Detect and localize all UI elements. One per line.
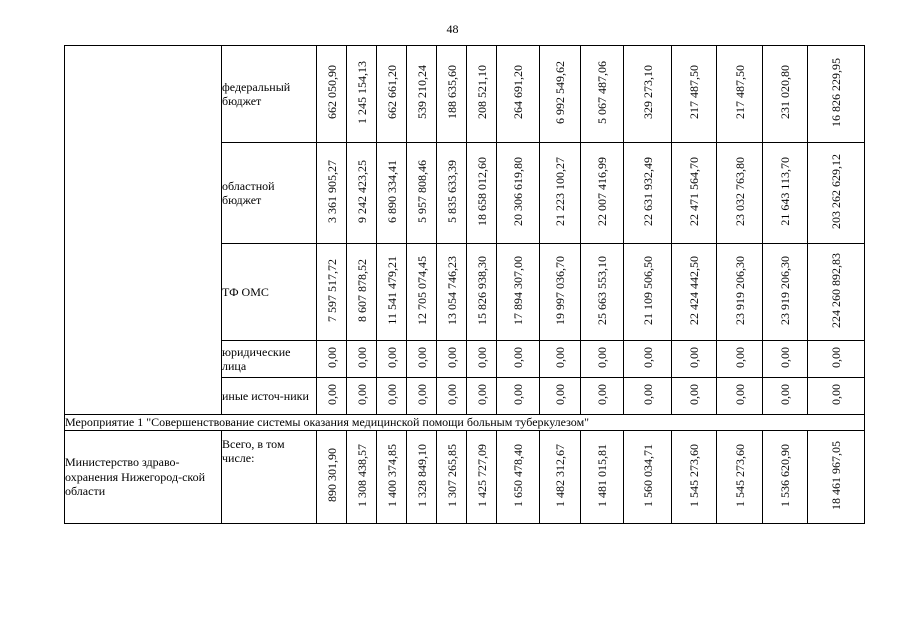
value-cell xyxy=(377,378,407,415)
value-cell xyxy=(497,46,540,143)
amount: 0,00 xyxy=(553,383,567,405)
amount: 5 067 487,06 xyxy=(595,60,609,124)
value-cell xyxy=(377,244,407,341)
value-cell xyxy=(672,46,717,143)
amount: 0,00 xyxy=(384,346,399,368)
amount: 0,00 xyxy=(444,383,459,405)
source-label: иные источ-ники xyxy=(222,378,317,415)
value-cell xyxy=(540,378,581,415)
amount: 0,00 xyxy=(687,383,701,405)
source-label: федеральный бюджет xyxy=(222,46,317,143)
amount: 0,00 xyxy=(354,383,369,405)
value-cell xyxy=(437,244,467,341)
value-cell xyxy=(497,143,540,244)
amount: 329 273,10 xyxy=(640,65,655,120)
value-cell xyxy=(624,431,672,524)
value-cell xyxy=(672,341,717,378)
amount: 1 545 273,60 xyxy=(732,443,747,507)
value-cell xyxy=(624,378,672,415)
value-cell xyxy=(347,341,377,378)
amount: 7 597 517,72 xyxy=(324,258,339,322)
value-cell xyxy=(540,244,581,341)
amount: 21 223 100,27 xyxy=(553,156,567,226)
value-cell xyxy=(624,244,672,341)
value-cell xyxy=(437,341,467,378)
amount: 0,00 xyxy=(414,383,429,405)
amount: 0,00 xyxy=(474,383,489,405)
empty-organization-cell xyxy=(65,46,222,415)
value-cell xyxy=(763,46,808,143)
total-amount: 203 262 629,12 xyxy=(829,153,843,229)
amount: 23 032 763,80 xyxy=(732,156,747,226)
amount: 15 826 938,30 xyxy=(474,255,489,325)
value-cell xyxy=(497,431,540,524)
total-cell xyxy=(808,244,865,341)
amount: 22 007 416,99 xyxy=(595,156,609,226)
amount: 890 301,90 xyxy=(324,448,339,503)
amount: 1 481 015,81 xyxy=(595,443,609,507)
amount: 208 521,10 xyxy=(474,65,489,120)
value-cell xyxy=(763,378,808,415)
value-cell xyxy=(407,46,437,143)
value-cell xyxy=(717,431,763,524)
amount: 1 400 374,85 xyxy=(384,443,399,507)
amount: 5 957 808,46 xyxy=(414,159,429,223)
value-cell xyxy=(407,143,437,244)
value-cell xyxy=(317,431,347,524)
value-cell xyxy=(347,46,377,143)
value-cell xyxy=(467,143,497,244)
source-label: ТФ ОМС xyxy=(222,244,317,341)
value-cell xyxy=(581,341,624,378)
value-cell xyxy=(624,341,672,378)
value-cell xyxy=(717,378,763,415)
value-cell xyxy=(540,143,581,244)
amount: 1 545 273,60 xyxy=(687,443,701,507)
total-label: Всего, в том числе: xyxy=(222,431,317,524)
amount: 1 482 312,67 xyxy=(553,443,567,507)
amount: 217 487,50 xyxy=(687,65,701,120)
amount: 20 306 619,80 xyxy=(511,156,525,226)
total-cell xyxy=(808,378,865,415)
amount: 0,00 xyxy=(732,346,747,368)
amount: 0,00 xyxy=(732,383,747,405)
amount: 0,00 xyxy=(354,346,369,368)
value-cell xyxy=(437,378,467,415)
amount: 0,00 xyxy=(474,346,489,368)
amount: 0,00 xyxy=(414,346,429,368)
amount: 22 471 564,70 xyxy=(687,156,701,226)
value-cell xyxy=(624,46,672,143)
amount: 1 307 265,85 xyxy=(444,443,459,507)
amount: 1 560 034,71 xyxy=(640,443,655,507)
amount: 22 631 932,49 xyxy=(640,156,655,226)
amount: 23 919 206,30 xyxy=(778,255,792,325)
value-cell xyxy=(347,143,377,244)
row-federal-budget xyxy=(65,46,865,143)
value-cell xyxy=(317,378,347,415)
amount: 6 890 334,41 xyxy=(384,159,399,223)
value-cell xyxy=(763,143,808,244)
amount: 22 424 442,50 xyxy=(687,255,701,325)
value-cell xyxy=(467,431,497,524)
amount: 188 635,60 xyxy=(444,65,459,120)
value-cell xyxy=(540,431,581,524)
amount: 13 054 746,23 xyxy=(444,255,459,325)
value-cell xyxy=(581,143,624,244)
total-amount: 18 461 967,05 xyxy=(829,440,843,510)
amount: 9 242 423,25 xyxy=(354,159,369,223)
amount: 264 691,20 xyxy=(511,65,525,120)
value-cell xyxy=(377,143,407,244)
amount: 0,00 xyxy=(553,346,567,368)
amount: 0,00 xyxy=(384,383,399,405)
amount: 21 643 113,70 xyxy=(778,157,792,226)
value-cell xyxy=(467,341,497,378)
value-cell xyxy=(717,244,763,341)
amount: 0,00 xyxy=(444,346,459,368)
amount: 0,00 xyxy=(324,346,339,368)
amount: 0,00 xyxy=(640,383,655,405)
amount: 3 361 905,27 xyxy=(324,159,339,223)
value-cell xyxy=(467,378,497,415)
source-label: юридические лица xyxy=(222,341,317,378)
amount: 0,00 xyxy=(511,346,525,368)
value-cell xyxy=(672,143,717,244)
row-ministry-total xyxy=(65,431,865,524)
amount: 1 308 438,57 xyxy=(354,443,369,507)
amount: 0,00 xyxy=(687,346,701,368)
value-cell xyxy=(672,431,717,524)
amount: 6 992 549,62 xyxy=(553,60,567,124)
amount: 12 705 074,45 xyxy=(414,255,429,325)
amount: 0,00 xyxy=(595,346,609,368)
value-cell xyxy=(407,431,437,524)
amount: 1 328 849,10 xyxy=(414,443,429,507)
value-cell xyxy=(763,431,808,524)
value-cell xyxy=(317,46,347,143)
value-cell xyxy=(437,431,467,524)
amount: 11 541 479,21 xyxy=(384,256,399,325)
amount: 231 020,80 xyxy=(778,65,792,120)
value-cell xyxy=(317,244,347,341)
value-cell xyxy=(467,244,497,341)
amount: 0,00 xyxy=(640,346,655,368)
amount: 0,00 xyxy=(778,346,792,368)
ministry-name: Министерство здраво-охранения Нижегород-ской области xyxy=(65,431,222,524)
value-cell xyxy=(581,244,624,341)
amount: 19 997 036,70 xyxy=(553,255,567,325)
value-cell xyxy=(317,143,347,244)
value-cell xyxy=(467,46,497,143)
value-cell xyxy=(407,378,437,415)
value-cell xyxy=(497,244,540,341)
amount: 18 658 012,60 xyxy=(474,156,489,226)
total-cell xyxy=(808,46,865,143)
value-cell xyxy=(672,244,717,341)
amount: 17 894 307,00 xyxy=(511,255,525,325)
value-cell xyxy=(581,378,624,415)
total-amount: 0,00 xyxy=(829,346,843,368)
amount: 21 109 506,50 xyxy=(640,255,655,325)
total-cell xyxy=(808,431,865,524)
value-cell xyxy=(763,244,808,341)
total-cell xyxy=(808,341,865,378)
amount: 1 650 478,40 xyxy=(511,443,525,507)
amount: 662 050,90 xyxy=(324,65,339,120)
value-cell xyxy=(624,143,672,244)
amount: 0,00 xyxy=(595,383,609,405)
measure-title: Мероприятие 1 "Совершенствование системы оказания медицинской помощи больным туберкулезом" xyxy=(65,415,865,431)
value-cell xyxy=(347,431,377,524)
amount: 1 536 620,90 xyxy=(778,443,792,507)
amount: 1 425 727,09 xyxy=(474,443,489,507)
value-cell xyxy=(540,46,581,143)
value-cell xyxy=(717,341,763,378)
budget-table xyxy=(64,45,865,524)
amount: 662 661,20 xyxy=(384,65,399,120)
amount: 25 663 553,10 xyxy=(595,255,609,325)
value-cell xyxy=(377,431,407,524)
value-cell xyxy=(377,341,407,378)
value-cell xyxy=(717,143,763,244)
value-cell xyxy=(347,378,377,415)
value-cell xyxy=(407,244,437,341)
amount: 5 835 633,39 xyxy=(444,159,459,223)
value-cell xyxy=(497,341,540,378)
amount: 0,00 xyxy=(324,383,339,405)
amount: 23 919 206,30 xyxy=(732,255,747,325)
value-cell xyxy=(717,46,763,143)
row-measure-title xyxy=(65,415,865,431)
amount: 0,00 xyxy=(778,383,792,405)
source-label: областной бюджет xyxy=(222,143,317,244)
value-cell xyxy=(672,378,717,415)
amount: 0,00 xyxy=(511,383,525,405)
amount: 8 607 878,52 xyxy=(354,258,369,322)
total-amount: 224 260 892,83 xyxy=(829,252,843,328)
value-cell xyxy=(497,378,540,415)
value-cell xyxy=(763,341,808,378)
value-cell xyxy=(437,143,467,244)
page-number: 48 xyxy=(446,22,459,36)
amount: 1 245 154,13 xyxy=(354,60,369,124)
amount: 539 210,24 xyxy=(414,65,429,120)
value-cell xyxy=(317,341,347,378)
value-cell xyxy=(540,341,581,378)
amount: 217 487,50 xyxy=(732,65,747,120)
total-cell xyxy=(808,143,865,244)
value-cell xyxy=(581,46,624,143)
value-cell xyxy=(407,341,437,378)
value-cell xyxy=(347,244,377,341)
value-cell xyxy=(581,431,624,524)
total-amount: 16 826 229,95 xyxy=(829,57,843,127)
total-amount: 0,00 xyxy=(829,383,843,405)
value-cell xyxy=(377,46,407,143)
value-cell xyxy=(437,46,467,143)
